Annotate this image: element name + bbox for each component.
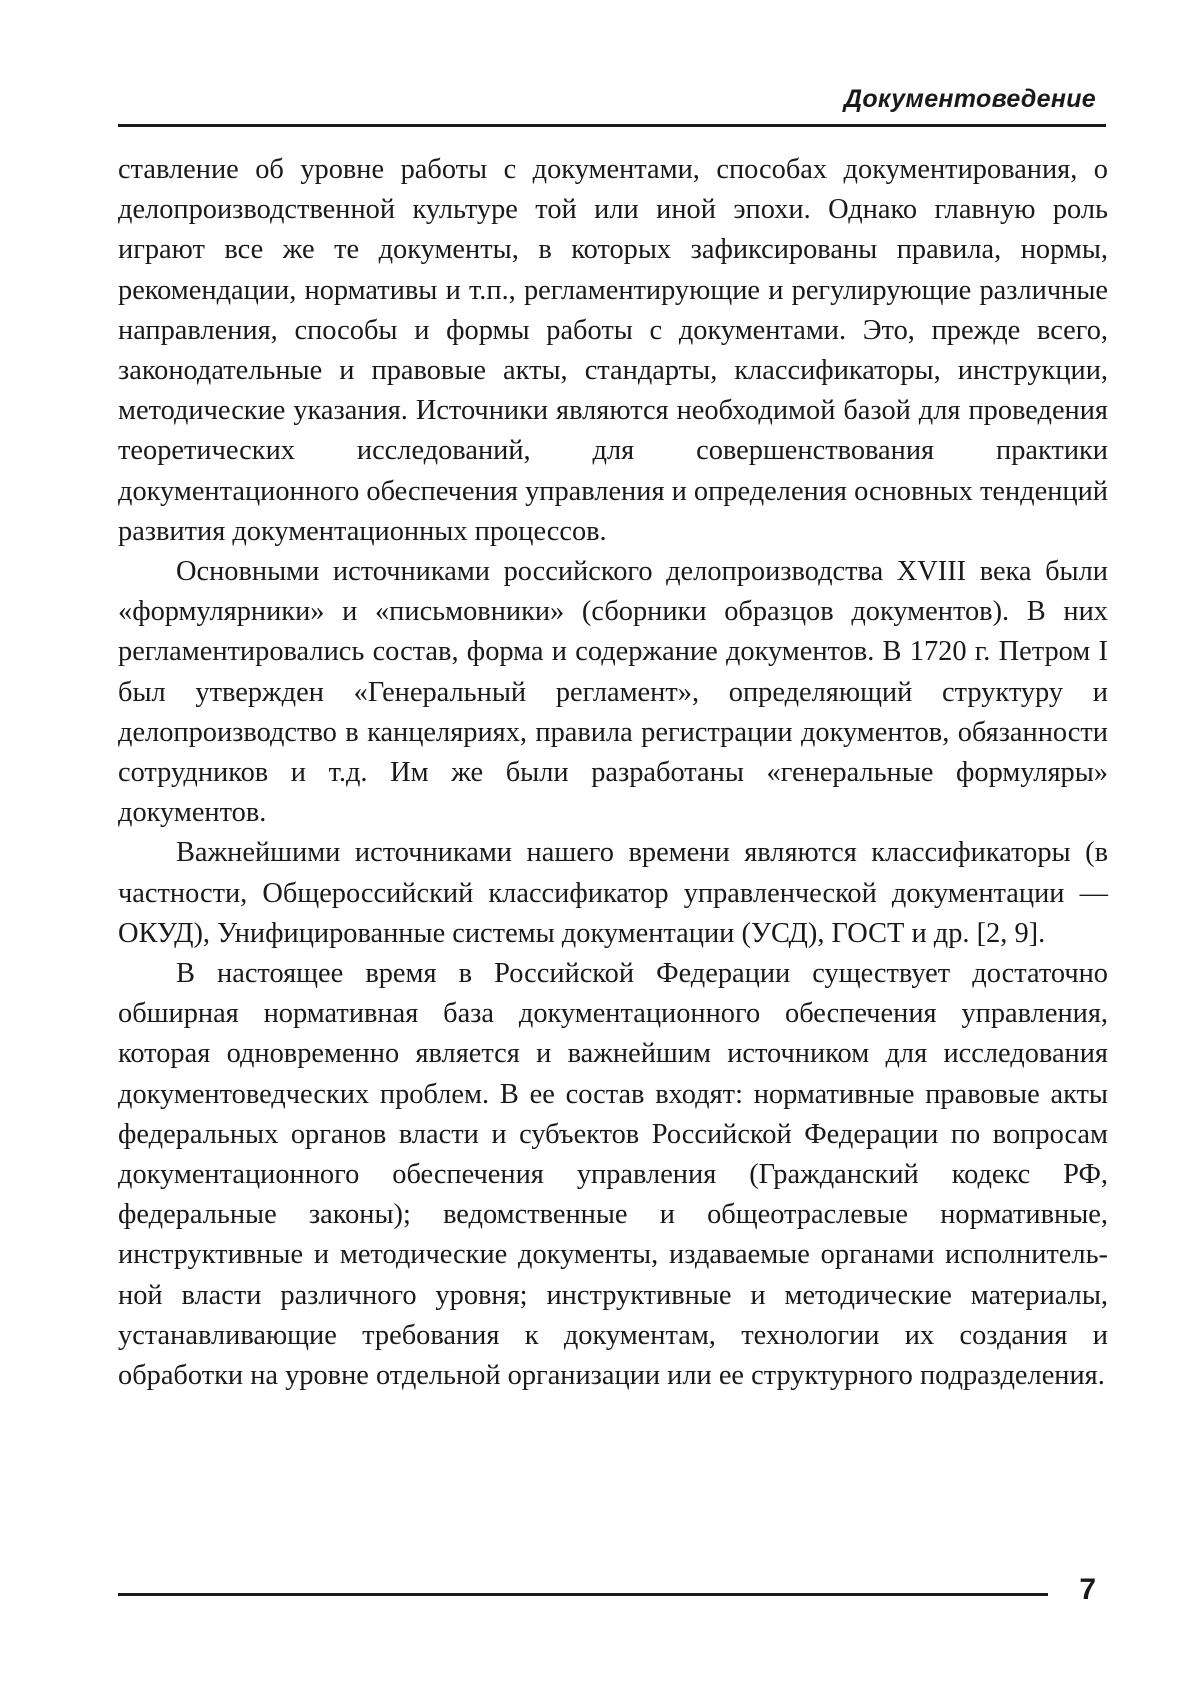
running-header-title: Документоведение [844,85,1096,113]
page-number: 7 [1079,1573,1096,1606]
paragraph-sources-18th-century: Основными источниками российского делопроизводства XVIII века были «формулярники» и «письмовники» (сборники образцов документов). В них регламентировались состав, форма и содержание документов. В 1720 г. Петром I был утвержден «Генеральный регламент», определяющий структуру и делопроизводство в канцеляриях, правила регистрации документов, обязанности сотрудников и т.д. Им же были разработаны «генеральные формуляры» документов. [118,556,1108,829]
footer-divider [118,1593,1048,1596]
paragraph-normative-base: В настоящее время в Российской Федерации существует достаточно обширная нормативная база документационного обеспечения управления, которая одновременно является и важнейшим источником для исследования документоведческих проблем. В ее состав входят: нормативные правовые акты федеральных органов власти и субъектов Российской Федерации по вопросам документационного обеспечения управления (Гражданский кодекс РФ, федеральные законы); ведомственные и общеотраслевые нормативные, инструктивные и методические документы, издаваемые органами исполнительной власти различного уровня; инструктивные и методические материалы, устанавливающие требования к документам, технологии их создания и обработки на уровне отдельной организации или ее структурного подразделения. [118,958,1108,1392]
header-divider [118,124,1106,127]
page-body [118,150,1108,1396]
paragraph-continuation: ставление об уровне работы с документами, способах документирования, о делопроизводственной культуре той или иной эпохи. Однако главную роль играют все же те документы, в которых зафиксированы правила, нормы, рекомендации, нормативы и т.п., регламентирующие и регулирующие различные направления, способы и формы работы с документами. Это, прежде всего, законодательные и правовые акты, стандарты, классификаторы, инструкции, методические указания. Источники являются необходимой базой для проведения теоретических исследований, для совершенствования практики документационного обеспечения управления и определения основных тенденций развития документационных процессов. [118,154,1108,547]
paragraph-modern-sources: Важнейшими источниками нашего времени являются классификаторы (в частности, Общероссийский классификатор управленческой документации — ОКУД), Унифицированные системы документации (УСД), ГОСТ и др. [2, 9]. [118,837,1108,949]
